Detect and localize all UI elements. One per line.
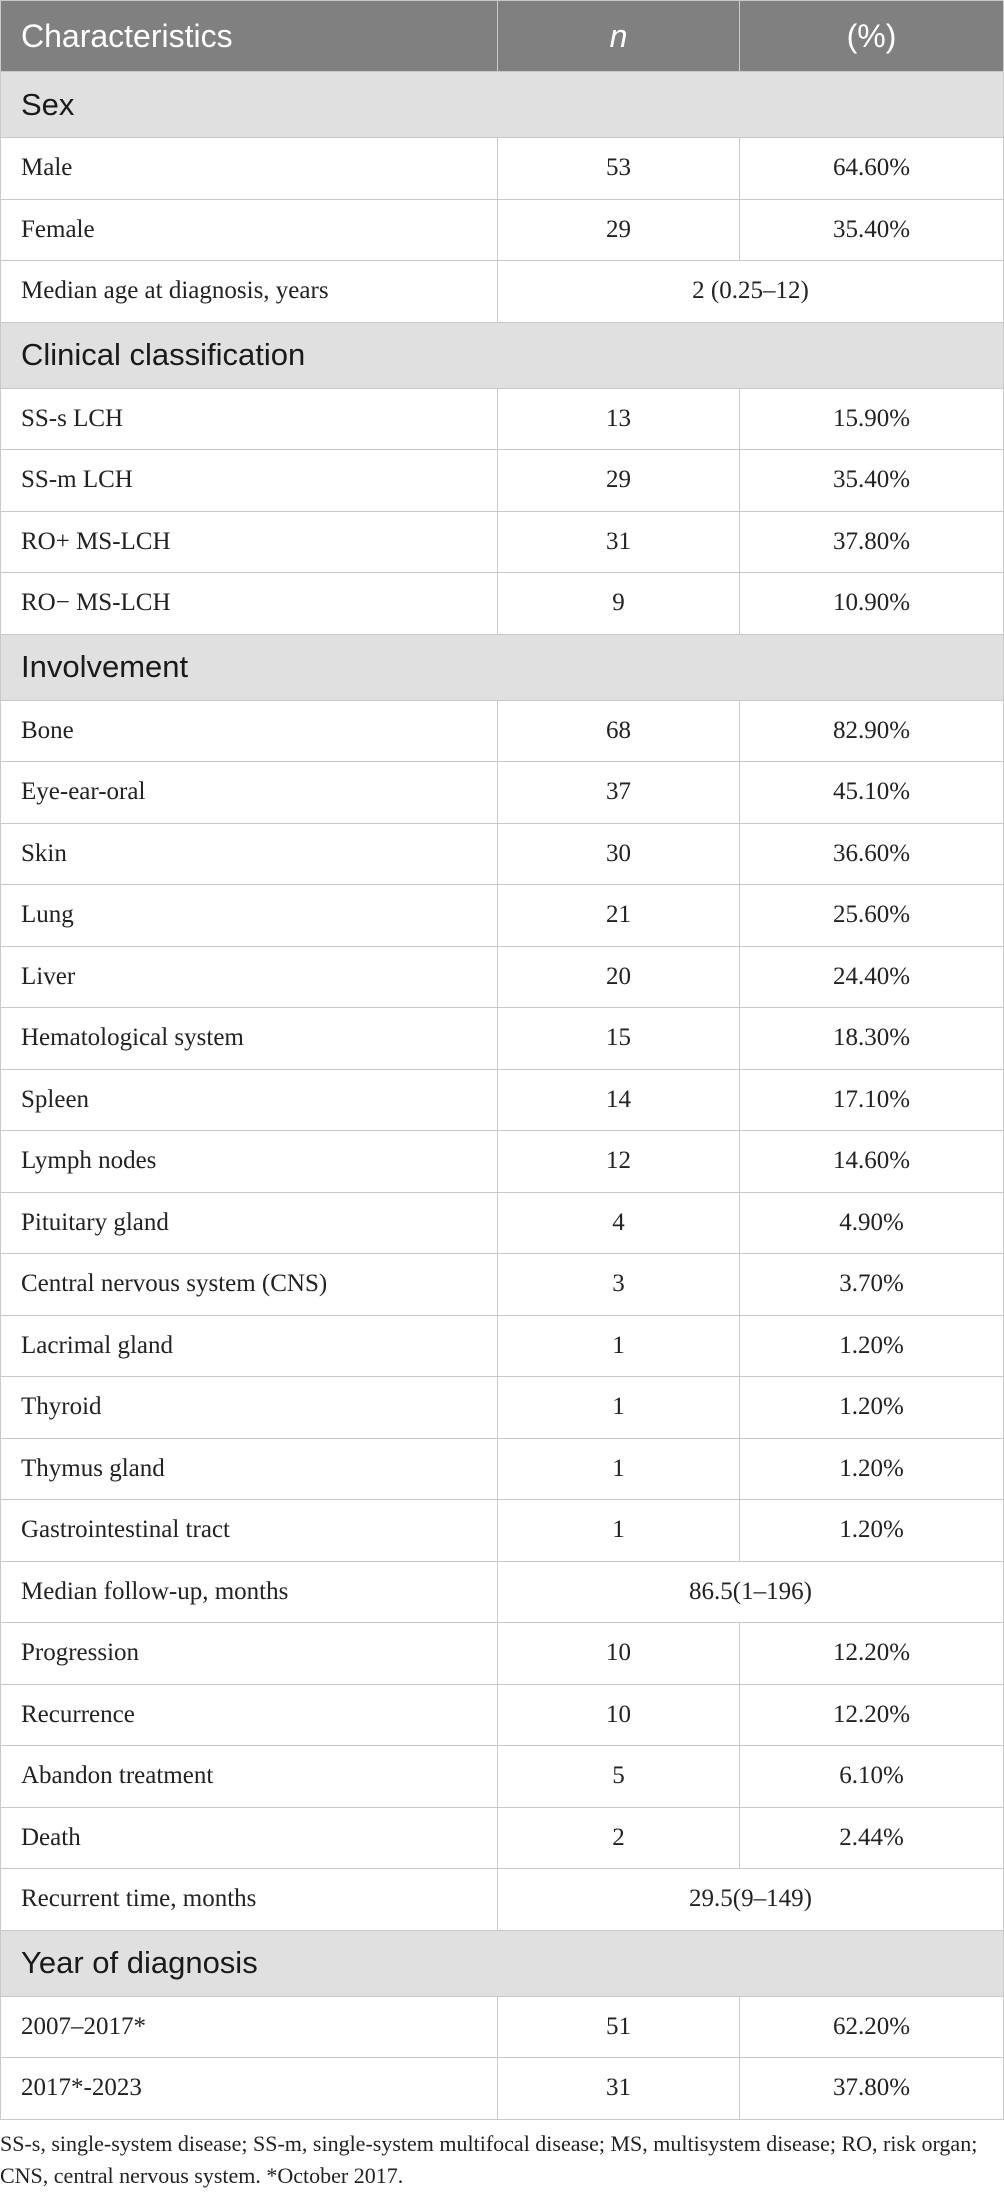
row-label: SS-s LCH bbox=[1, 388, 498, 450]
row-label: Lymph nodes bbox=[1, 1131, 498, 1193]
row-percent-value: 35.40% bbox=[740, 199, 1004, 261]
section-row bbox=[1, 634, 1004, 700]
row-n-value: 37 bbox=[498, 762, 740, 824]
section-title: Clinical classification bbox=[1, 322, 1004, 388]
section-title: Sex bbox=[1, 72, 1004, 138]
row-label: Liver bbox=[1, 946, 498, 1008]
row-n-value: 21 bbox=[498, 885, 740, 947]
row-percent-value: 37.80% bbox=[740, 2058, 1004, 2120]
table-row bbox=[1, 1807, 1004, 1869]
row-label: Central nervous system (CNS) bbox=[1, 1254, 498, 1316]
row-label: Lung bbox=[1, 885, 498, 947]
row-n-value: 12 bbox=[498, 1131, 740, 1193]
table-row bbox=[1, 1069, 1004, 1131]
row-n-value: 51 bbox=[498, 1996, 740, 2058]
row-n-value: 10 bbox=[498, 1684, 740, 1746]
row-label: 2007–2017* bbox=[1, 1996, 498, 2058]
row-percent-value: 37.80% bbox=[740, 511, 1004, 573]
row-label: Spleen bbox=[1, 1069, 498, 1131]
header-percent: (%) bbox=[740, 1, 1004, 72]
row-n-value: 3 bbox=[498, 1254, 740, 1316]
row-percent-value: 4.90% bbox=[740, 1192, 1004, 1254]
table-row bbox=[1, 762, 1004, 824]
row-n-value: 20 bbox=[498, 946, 740, 1008]
row-label: Median age at diagnosis, years bbox=[1, 261, 498, 323]
row-n-value: 1 bbox=[498, 1315, 740, 1377]
table-row bbox=[1, 1438, 1004, 1500]
table-row bbox=[1, 388, 1004, 450]
row-label: Female bbox=[1, 199, 498, 261]
row-percent-value: 3.70% bbox=[740, 1254, 1004, 1316]
row-label: Median follow-up, months bbox=[1, 1561, 498, 1623]
table-row bbox=[1, 511, 1004, 573]
row-percent-value: 25.60% bbox=[740, 885, 1004, 947]
table-row bbox=[1, 573, 1004, 635]
row-percent-value: 1.20% bbox=[740, 1438, 1004, 1500]
table-body bbox=[1, 72, 1004, 2120]
row-n-value: 13 bbox=[498, 388, 740, 450]
row-n-value: 5 bbox=[498, 1746, 740, 1808]
table-row bbox=[1, 1315, 1004, 1377]
row-n-value: 1 bbox=[498, 1438, 740, 1500]
section-row bbox=[1, 1930, 1004, 1996]
row-label: Recurrence bbox=[1, 1684, 498, 1746]
row-label: Recurrent time, months bbox=[1, 1869, 498, 1931]
row-percent-value: 35.40% bbox=[740, 450, 1004, 512]
row-percent-value: 64.60% bbox=[740, 138, 1004, 200]
row-label: Male bbox=[1, 138, 498, 200]
table-footnote: SS-s, single-system disease; SS-m, single-system multifocal disease; MS, multisystem disease; RO, risk organ; CNS, central nervous system. *October 2017. bbox=[0, 2131, 978, 2188]
table-row bbox=[1, 1561, 1004, 1623]
row-percent-value: 36.60% bbox=[740, 823, 1004, 885]
row-label: Thyroid bbox=[1, 1377, 498, 1439]
row-percent-value: 17.10% bbox=[740, 1069, 1004, 1131]
section-title: Year of diagnosis bbox=[1, 1930, 1004, 1996]
table-row bbox=[1, 261, 1004, 323]
row-label: Bone bbox=[1, 700, 498, 762]
row-label: Progression bbox=[1, 1623, 498, 1685]
section-row bbox=[1, 72, 1004, 138]
row-percent-value: 24.40% bbox=[740, 946, 1004, 1008]
row-label: Abandon treatment bbox=[1, 1746, 498, 1808]
table-row bbox=[1, 1746, 1004, 1808]
row-label: Lacrimal gland bbox=[1, 1315, 498, 1377]
table-row bbox=[1, 2058, 1004, 2120]
row-label: Eye-ear-oral bbox=[1, 762, 498, 824]
row-label: RO+ MS-LCH bbox=[1, 511, 498, 573]
table-row bbox=[1, 823, 1004, 885]
table-row bbox=[1, 946, 1004, 1008]
row-n-value: 68 bbox=[498, 700, 740, 762]
row-merged-value: 86.5(1–196) bbox=[498, 1561, 1004, 1623]
header-characteristics: Characteristics bbox=[1, 1, 498, 72]
row-label: RO− MS-LCH bbox=[1, 573, 498, 635]
row-percent-value: 62.20% bbox=[740, 1996, 1004, 2058]
row-percent-value: 1.20% bbox=[740, 1377, 1004, 1439]
row-percent-value: 2.44% bbox=[740, 1807, 1004, 1869]
row-n-value: 53 bbox=[498, 138, 740, 200]
section-row bbox=[1, 322, 1004, 388]
row-label: SS-m LCH bbox=[1, 450, 498, 512]
row-label: 2017*-2023 bbox=[1, 2058, 498, 2120]
row-n-value: 29 bbox=[498, 199, 740, 261]
row-label: Pituitary gland bbox=[1, 1192, 498, 1254]
row-label: Gastrointestinal tract bbox=[1, 1500, 498, 1562]
row-n-value: 2 bbox=[498, 1807, 740, 1869]
table-row bbox=[1, 1192, 1004, 1254]
row-n-value: 10 bbox=[498, 1623, 740, 1685]
row-n-value: 31 bbox=[498, 511, 740, 573]
table-row bbox=[1, 1008, 1004, 1070]
table-row bbox=[1, 1500, 1004, 1562]
row-n-value: 1 bbox=[498, 1377, 740, 1439]
table-row bbox=[1, 1869, 1004, 1931]
row-percent-value: 6.10% bbox=[740, 1746, 1004, 1808]
header-n: n bbox=[498, 1, 740, 72]
row-percent-value: 10.90% bbox=[740, 573, 1004, 635]
row-percent-value: 82.90% bbox=[740, 700, 1004, 762]
table-row bbox=[1, 1684, 1004, 1746]
row-n-value: 31 bbox=[498, 2058, 740, 2120]
table-row bbox=[1, 1254, 1004, 1316]
row-n-value: 14 bbox=[498, 1069, 740, 1131]
table-row bbox=[1, 700, 1004, 762]
row-percent-value: 15.90% bbox=[740, 388, 1004, 450]
row-merged-value: 2 (0.25–12) bbox=[498, 261, 1004, 323]
row-percent-value: 45.10% bbox=[740, 762, 1004, 824]
table-row bbox=[1, 1623, 1004, 1685]
row-n-value: 4 bbox=[498, 1192, 740, 1254]
table-row bbox=[1, 885, 1004, 947]
row-n-value: 9 bbox=[498, 573, 740, 635]
row-percent-value: 12.20% bbox=[740, 1623, 1004, 1685]
row-percent-value: 1.20% bbox=[740, 1500, 1004, 1562]
row-percent-value: 12.20% bbox=[740, 1684, 1004, 1746]
table-row bbox=[1, 1996, 1004, 2058]
row-percent-value: 1.20% bbox=[740, 1315, 1004, 1377]
row-merged-value: 29.5(9–149) bbox=[498, 1869, 1004, 1931]
table-row bbox=[1, 1131, 1004, 1193]
row-n-value: 15 bbox=[498, 1008, 740, 1070]
row-label: Hematological system bbox=[1, 1008, 498, 1070]
row-label: Skin bbox=[1, 823, 498, 885]
table-row bbox=[1, 138, 1004, 200]
row-n-value: 1 bbox=[498, 1500, 740, 1562]
row-n-value: 29 bbox=[498, 450, 740, 512]
section-title: Involvement bbox=[1, 634, 1004, 700]
table-header-row bbox=[1, 1, 1004, 72]
row-label: Thymus gland bbox=[1, 1438, 498, 1500]
row-percent-value: 14.60% bbox=[740, 1131, 1004, 1193]
row-percent-value: 18.30% bbox=[740, 1008, 1004, 1070]
table-row bbox=[1, 199, 1004, 261]
table-row bbox=[1, 450, 1004, 512]
table-row bbox=[1, 1377, 1004, 1439]
row-n-value: 30 bbox=[498, 823, 740, 885]
row-label: Death bbox=[1, 1807, 498, 1869]
